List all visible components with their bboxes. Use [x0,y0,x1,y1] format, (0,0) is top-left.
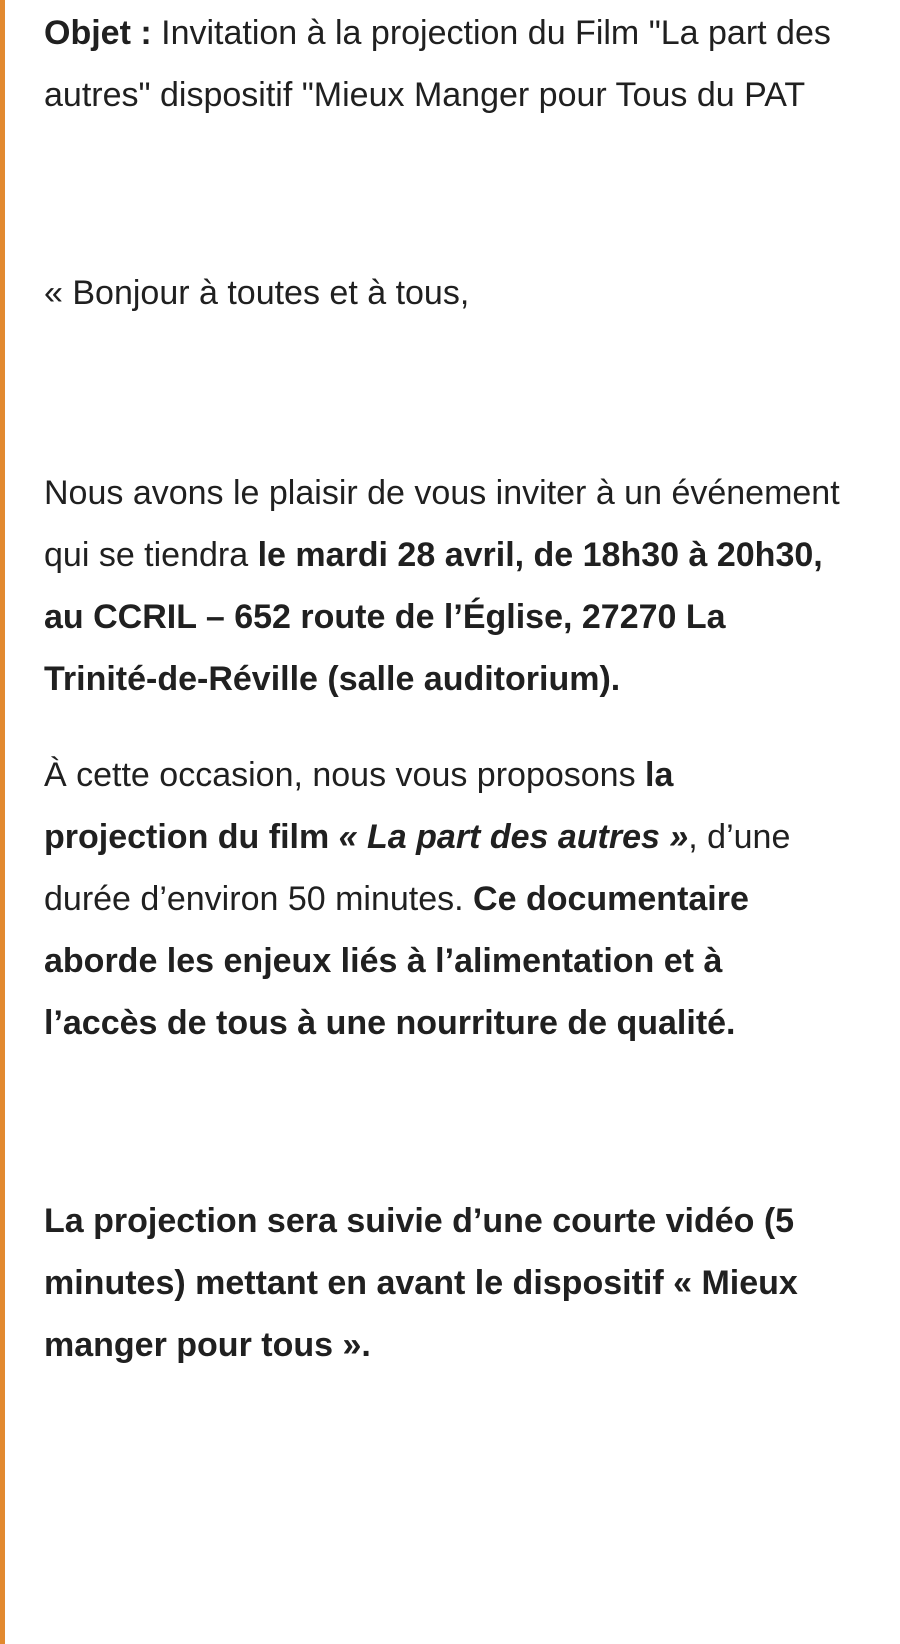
event-details: le mardi 28 avril, de 18h30 à 20h30, au CCRIL – 652 route de l’Église, 27270 La Trinité-de-Réville (salle auditorium). [44,536,823,698]
video-paragraph [44,1190,844,1376]
occasion-paragraph [44,744,844,1054]
greeting: « Bonjour à toutes et à tous, [44,274,470,312]
blockquote-accent-bar [0,0,5,1644]
occasion-text-2: , d’une durée d’environ 50 minutes. [44,818,791,918]
film-title: « La part des autres » [338,818,689,856]
screening-label: la projection du film [44,756,674,856]
intro-text: Nous avons le plaisir de vous inviter à un événement qui se tiendra [44,474,840,574]
subject-label: Objet : [44,14,152,52]
letter-body [44,0,844,1376]
subject-text: Invitation à la projection du Film "La part des autres" dispositif "Mieux Manger pour Tous du PAT [44,14,831,114]
intro-paragraph [44,462,844,710]
subject-line [44,0,844,126]
occasion-text-1: À cette occasion, nous vous proposons [44,756,646,794]
video-text: La projection sera suivie d’une courte vidéo (5 minutes) mettant en avant le dispositif « Mieux manger pour tous ». [44,1202,798,1364]
documentary-description: Ce documentaire aborde les enjeux liés à l’alimentation et à l’accès de tous à une nourriture de qualité. [44,880,749,1042]
